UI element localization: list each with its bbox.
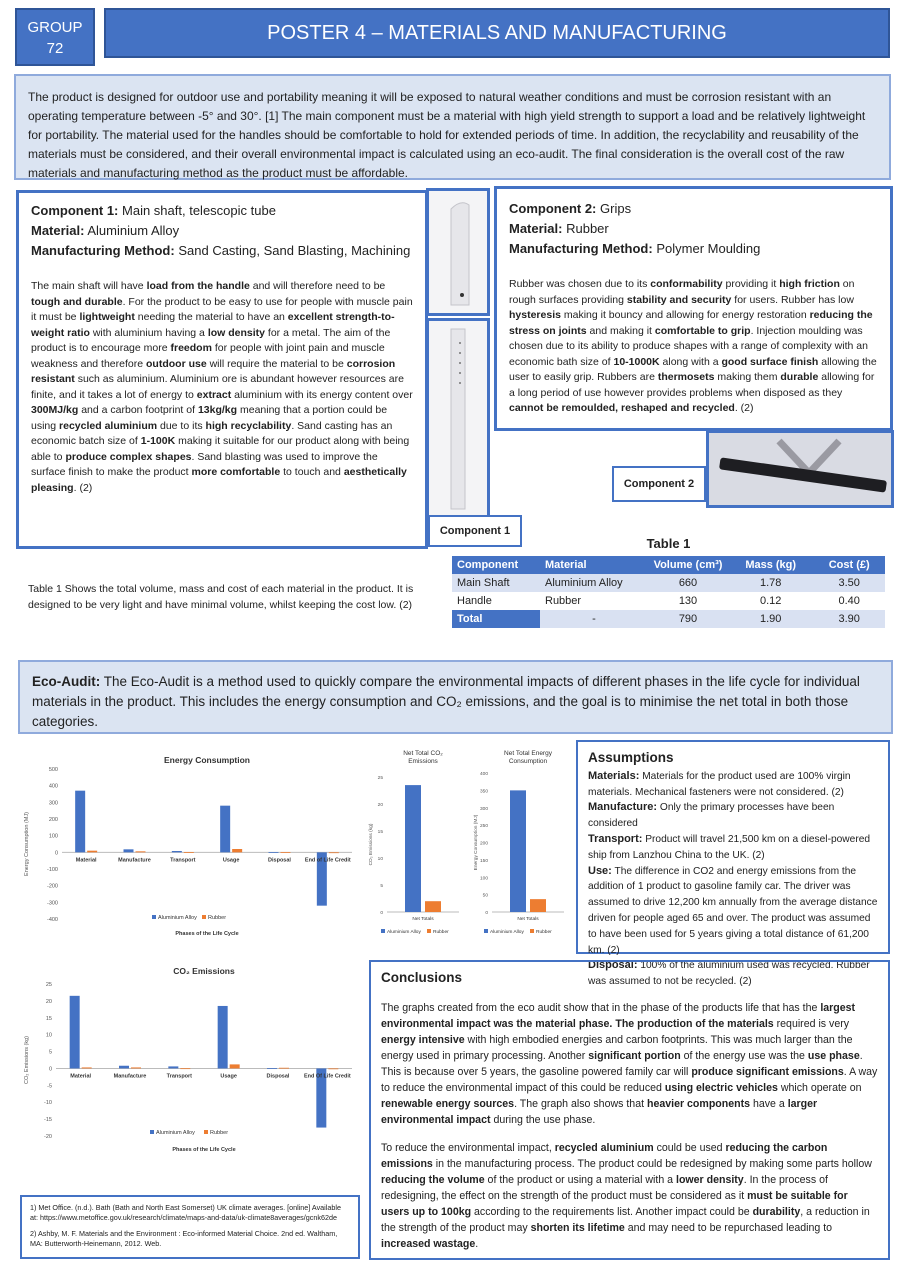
cell: Rubber: [540, 592, 648, 610]
legend-swatch: [381, 929, 385, 933]
table-note: Table 1 Shows the total volume, mass and cost of each material in the product. It is designed to be very light and have minimal volume, whilst keeping the cost low. (2): [28, 583, 414, 611]
x-tick-label: End Of Life Credit: [303, 1073, 351, 1080]
legend-label: Rubber: [208, 915, 227, 921]
bar-rubber: [131, 1067, 141, 1068]
bar-aluminium-alloy: [172, 851, 182, 852]
y-tick-label: 10: [377, 857, 383, 862]
cell: 0.40: [813, 592, 885, 610]
y-axis-label: Energy Consumption (MJ): [24, 812, 30, 876]
x-axis-label: Phases of the Life Cycle: [172, 1147, 236, 1153]
y-tick-label: 100: [48, 833, 58, 840]
x-tick-label: Material: [75, 857, 97, 864]
legend-label: Rubber: [536, 930, 552, 935]
assumption-item: Manufacture: Only the primary processes have been considered: [588, 801, 835, 830]
c1-image-top: [426, 188, 490, 316]
x-tick-label: Disposal: [266, 1073, 290, 1080]
component2-panel: [494, 186, 893, 431]
y-axis-label: CO₂ Emissions (kg): [24, 1036, 30, 1084]
legend-swatch: [530, 929, 534, 933]
x-tick-label: Transport: [166, 1073, 193, 1080]
reference-1: 1) Met Office. (n.d.). Bath (Bath and North East Somerset) UK climate averages. [online] Available at: https://www.metoffice.gov.uk/research/climate/maps-and-data/uk-climate8averages/gcnk62de: [30, 1203, 341, 1222]
cell: 660: [648, 574, 728, 592]
y-tick-label: -100: [46, 867, 58, 873]
y-tick-label: 0: [48, 1066, 52, 1073]
y-tick-label: 400: [479, 772, 488, 777]
bar-aluminium-alloy: [267, 1068, 277, 1069]
c2-label-method: Manufacturing Method:: [509, 241, 653, 256]
conclusions-p1: The graphs created from the eco audit show that in the phase of the products life that has the largest environmental impact was the material phase. The production of the materials required is very energy intensive with high embodied energies and carbon footprints. This was much larger than the energy used in primary processing. Another significant portion of the energy use was the use phase. This is because over 5 years, the gasoline powered family car will produce significant emissions. A way to reduce the environmental impact of this could be reduced using electric vehicles which operate on renewable energy sources. The graph also shows that heavier components have a larger environmental impact during the use phase.: [381, 1002, 878, 1126]
bar-aluminium-alloy: [124, 849, 134, 852]
x-tick-label: Transport: [170, 857, 196, 864]
bar-aluminium-alloy: [510, 790, 526, 912]
bar-rubber: [232, 849, 242, 852]
bar-rubber: [328, 1068, 338, 1069]
energy-chart: [20, 745, 360, 945]
cell: -: [540, 610, 648, 628]
y-tick-label: 250: [479, 824, 488, 830]
y-tick-label: 50: [482, 893, 488, 899]
x-tick-label: Usage: [220, 1073, 237, 1080]
y-tick-label: -300: [46, 900, 58, 907]
legend-label: Aluminium Alloy: [387, 930, 421, 935]
eco-audit-box: [18, 660, 893, 734]
legend-label: Aluminium Alloy: [158, 915, 197, 921]
th-component: Component: [452, 556, 540, 574]
legend-label: Rubber: [210, 1130, 229, 1136]
grip-render: [709, 433, 891, 505]
group-badge: [15, 8, 95, 66]
intro-text: The product is designed for outdoor use and portability meaning it will be exposed to natural weather conditions and must be corrosion resistant with an operating temperature between -5° and 30°. [1] The main component must be a material with high yield strength to support a load and be relatively lightweight for portability. The material used for the handles should be comfortable to hold for extended periods of time. In addition, the recyclability and reusability of the materials must be considered, and their overall environmental impact is calculated using an eco-audit. The final consideration is the overall cost of the raw materials and manufacturing method as the product must be affordable.: [28, 90, 866, 180]
y-tick-label: 300: [479, 806, 488, 812]
c1-method: Sand Casting, Sand Blasting, Machining: [178, 243, 411, 258]
y-tick-label: 20: [45, 998, 52, 1005]
y-tick-label: 0: [380, 911, 383, 916]
conclusions-title: Conclusions: [381, 970, 463, 985]
y-tick-label: 150: [479, 858, 488, 864]
poster-title: POSTER 4 – MATERIALS AND MANUFACTURING: [104, 8, 890, 58]
bar-aluminium-alloy: [70, 996, 80, 1069]
eco-label: Eco-Audit:: [32, 674, 101, 689]
shaft-top-render: [429, 191, 487, 313]
table1-title: Table 1: [646, 536, 691, 551]
bar-rubber: [530, 899, 546, 912]
y-tick-label: 200: [479, 841, 488, 847]
conclusions-p2: To reduce the environmental impact, recycled aluminium could be used reducing the carbon emissions in the manufacturing process. The product could be redesigned by making some parts hollow reducing the volume of the product or using a material with a lower density. In the process of redesigning, the effect on the strength of the product must be considered as it must be suitable for users up to 100kg according to the requirements list. Another impact could be durability, a reduction in the strength of the product may shorten its lifetime and may need to be repurchased leading to increased wastage.: [381, 1142, 872, 1250]
y-axis-label: CO₂ Emissions (kg): [369, 823, 374, 866]
cell: Aluminium Alloy: [540, 574, 648, 592]
y-tick-label: 400: [48, 783, 58, 790]
c1-image-bottom: [426, 318, 490, 518]
bar-rubber: [279, 1068, 289, 1069]
legend-swatch: [202, 915, 206, 919]
legend-swatch: [152, 915, 156, 919]
eco-text: The Eco-Audit is a method used to quickly compare the environmental impacts of different phases in the life cycle for individual materials in the product. This includes the energy consumption and CO₂ emissions, and the goal is to minimise the net total in both those categories.: [32, 674, 860, 729]
legend-label: Aluminium Alloy: [156, 1130, 195, 1136]
legend-swatch: [150, 1130, 154, 1134]
y-tick-label: -400: [46, 917, 58, 923]
assumption-item: Materials: Materials for the product used are 100% virgin materials. Mechanical fasteners were not considered. (2): [588, 769, 851, 798]
net-co2-chart: [365, 745, 465, 940]
shaft-bottom-render: [429, 321, 487, 515]
legend-label: Aluminium Alloy: [490, 930, 524, 935]
bar-aluminium-alloy: [119, 1066, 129, 1069]
bar-aluminium-alloy: [218, 1006, 228, 1068]
y-tick-label: 15: [45, 1015, 52, 1022]
y-tick-label: -20: [44, 1134, 52, 1140]
y-tick-label: 500: [48, 767, 58, 773]
y-tick-label: 15: [377, 830, 383, 835]
bar-rubber: [329, 852, 339, 853]
c2-caption-box: [612, 466, 706, 502]
bar-aluminium-alloy: [269, 852, 279, 853]
assumption-item: Disposal: 100% of the aluminium used was recycled. Rubber was assumed to not be recycled. (2): [588, 959, 870, 988]
bar-rubber: [230, 1064, 240, 1068]
y-tick-label: 200: [48, 817, 58, 823]
net-energy-chart: [470, 745, 570, 940]
x-tick-label: Manufacture: [113, 1073, 147, 1080]
c1-body: The main shaft will have load from the handle and will therefore need to be tough and durable. For the product to be easy to use for people with muscle pain it must be lightweight needing the material to have an excellent strength-to-weight ratio with aluminium having a low density for a metal. The aim of the product is to encourage more freedom for people with joint pain and muscle weakness and therefore outdoor use will require the material to be corrosion resistant such as aluminium. Aluminium ore is abundant however resources are finite, and it takes a lot of energy to extract aluminium with its energy content over 300MJ/kg and a carbon footprint of 13kg/kg meaning that a portion could be using recycled aluminium due to its high recyclability. Sand casting has an economic batch size of 1-100K making it suitable for our product along with being able to produce complex shapes. Sand blasting was used to improve the surface finish to make the product more comfortable to touch and aesthetically pleasing. (2): [31, 280, 413, 494]
assumption-item: Use: The difference in CO2 and energy emissions from the addition of 1 product to gasoline family car. The driver was assumed to drive 12,200 km annually from the average distance driven for people aged 65 and over. The product was assumed to have been used for 5 years giving a total distance of 61,200 km. (2): [588, 864, 878, 956]
th-cost: Cost (£): [813, 556, 885, 574]
y-tick-label: 25: [377, 776, 383, 781]
y-tick-label: -5: [47, 1083, 52, 1090]
y-tick-label: -15: [44, 1117, 52, 1124]
c1-label-component: Component 1:: [31, 203, 119, 218]
y-tick-label: -10: [44, 1100, 52, 1107]
th-mass: Mass (kg): [728, 556, 813, 574]
cell: 0.12: [728, 592, 813, 610]
conclusions-panel: [369, 960, 890, 1260]
y-tick-label: 300: [48, 800, 58, 807]
table-row: [452, 592, 885, 610]
bar-rubber: [82, 1067, 92, 1068]
th-material: Material: [540, 556, 648, 574]
chart-title: CO₂ Emissions: [173, 966, 235, 976]
c2-image: [706, 430, 894, 508]
th-volume: Volume (cm³): [648, 556, 728, 574]
y-tick-label: 350: [479, 789, 488, 795]
bar-aluminium-alloy: [168, 1066, 178, 1068]
chart-title: Net Total Energy Consumption: [504, 750, 552, 765]
assumptions-panel: [576, 740, 890, 988]
c2-label-component: Component 2:: [509, 201, 597, 216]
table-row: [452, 574, 885, 592]
cell: 1.90: [728, 610, 813, 628]
x-tick-label: Disposal: [268, 857, 291, 864]
table-row: [452, 610, 885, 628]
group-number: 72: [46, 40, 64, 57]
bar-rubber: [281, 852, 291, 853]
y-tick-label: -200: [46, 883, 58, 890]
cell: 130: [648, 592, 728, 610]
legend-swatch: [484, 929, 488, 933]
bar-rubber: [136, 851, 146, 852]
c2-material: Rubber: [566, 221, 609, 236]
intro-box: [14, 74, 891, 180]
bar-rubber: [184, 852, 194, 853]
group-label: GROUP: [27, 19, 83, 36]
y-tick-label: 10: [45, 1032, 52, 1039]
y-tick-label: 0: [54, 850, 58, 857]
x-tick-label: End of Life Credit: [304, 857, 351, 864]
references-box: [20, 1195, 360, 1259]
co2-chart: [20, 960, 360, 1160]
legend-swatch: [204, 1130, 208, 1134]
assumption-item: Transport: Product will travel 21,500 km on a diesel-powered ship from Lanzhou China to the UK. (2): [588, 832, 871, 861]
cell: 3.90: [813, 610, 885, 628]
bar-aluminium-alloy: [220, 806, 230, 853]
bar-rubber: [425, 901, 441, 912]
cell: Main Shaft: [452, 574, 540, 592]
x-tick-label: Net Totals: [412, 917, 434, 922]
component1-panel: [16, 190, 428, 549]
y-tick-label: 100: [479, 876, 488, 882]
table1: [452, 556, 885, 628]
x-axis-label: Phases of the Life Cycle: [175, 931, 239, 937]
bar-rubber: [87, 851, 97, 853]
c2-component: Grips: [600, 201, 632, 216]
c1-label-material: Material:: [31, 223, 85, 238]
c1-caption: Component 1: [439, 525, 511, 537]
y-tick-label: 5: [380, 884, 383, 889]
legend-label: Rubber: [433, 930, 449, 935]
c1-label-method: Manufacturing Method:: [31, 243, 175, 258]
cell: Total: [452, 610, 540, 628]
chart-title: Net Total CO₂ Emissions: [403, 750, 443, 765]
y-tick-label: 25: [45, 982, 52, 988]
y-tick-label: 5: [48, 1049, 52, 1056]
y-axis-label: Energy Consumption (MJ): [474, 814, 479, 871]
c2-caption: Component 2: [623, 478, 695, 490]
reference-2: 2) Ashby, M. F. Materials and the Environment : Eco-informed Material Choice. 2nd ed. Waltham, MA: Butterworth-Heinemann, 2012. Web.: [30, 1229, 338, 1248]
chart-title: Energy Consumption: [164, 755, 250, 765]
c2-label-material: Material:: [509, 221, 563, 236]
cell: 1.78: [728, 574, 813, 592]
legend-swatch: [427, 929, 431, 933]
cell: 790: [648, 610, 728, 628]
bar-rubber: [180, 1068, 190, 1069]
c2-method: Polymer Moulding: [656, 241, 761, 256]
x-tick-label: Manufacture: [118, 857, 151, 864]
x-tick-label: Net Totals: [517, 917, 539, 922]
bar-aluminium-alloy: [75, 791, 85, 853]
bar-aluminium-alloy: [405, 785, 421, 912]
y-tick-label: 0: [485, 911, 488, 916]
x-tick-label: Usage: [222, 857, 240, 864]
assumptions-title: Assumptions: [588, 750, 674, 765]
y-tick-label: 20: [377, 803, 383, 808]
cell: Handle: [452, 592, 540, 610]
x-tick-label: Material: [70, 1073, 92, 1080]
c2-body: Rubber was chosen due to its conformability providing it high friction on rough surfaces providing stability and security for users. Rubber has low hysteresis making it bouncy and allowing for energy restoration reducing the stress on joints and making it comfortable to grip. Injection moulding was chosen due to its ability to produce shapes with a range of complexity with an economic bath size of 10-1000K along with a good surface finish allowing the user to easily grip. Rubbers are thermosets making them durable allowing for a long period of use however provides problems when disposed as they cannot be remoulded, reshaped and recycled. (2): [509, 278, 877, 414]
cell: 3.50: [813, 574, 885, 592]
c1-material: Aluminium Alloy: [87, 223, 180, 238]
c1-component: Main shaft, telescopic tube: [122, 203, 276, 218]
